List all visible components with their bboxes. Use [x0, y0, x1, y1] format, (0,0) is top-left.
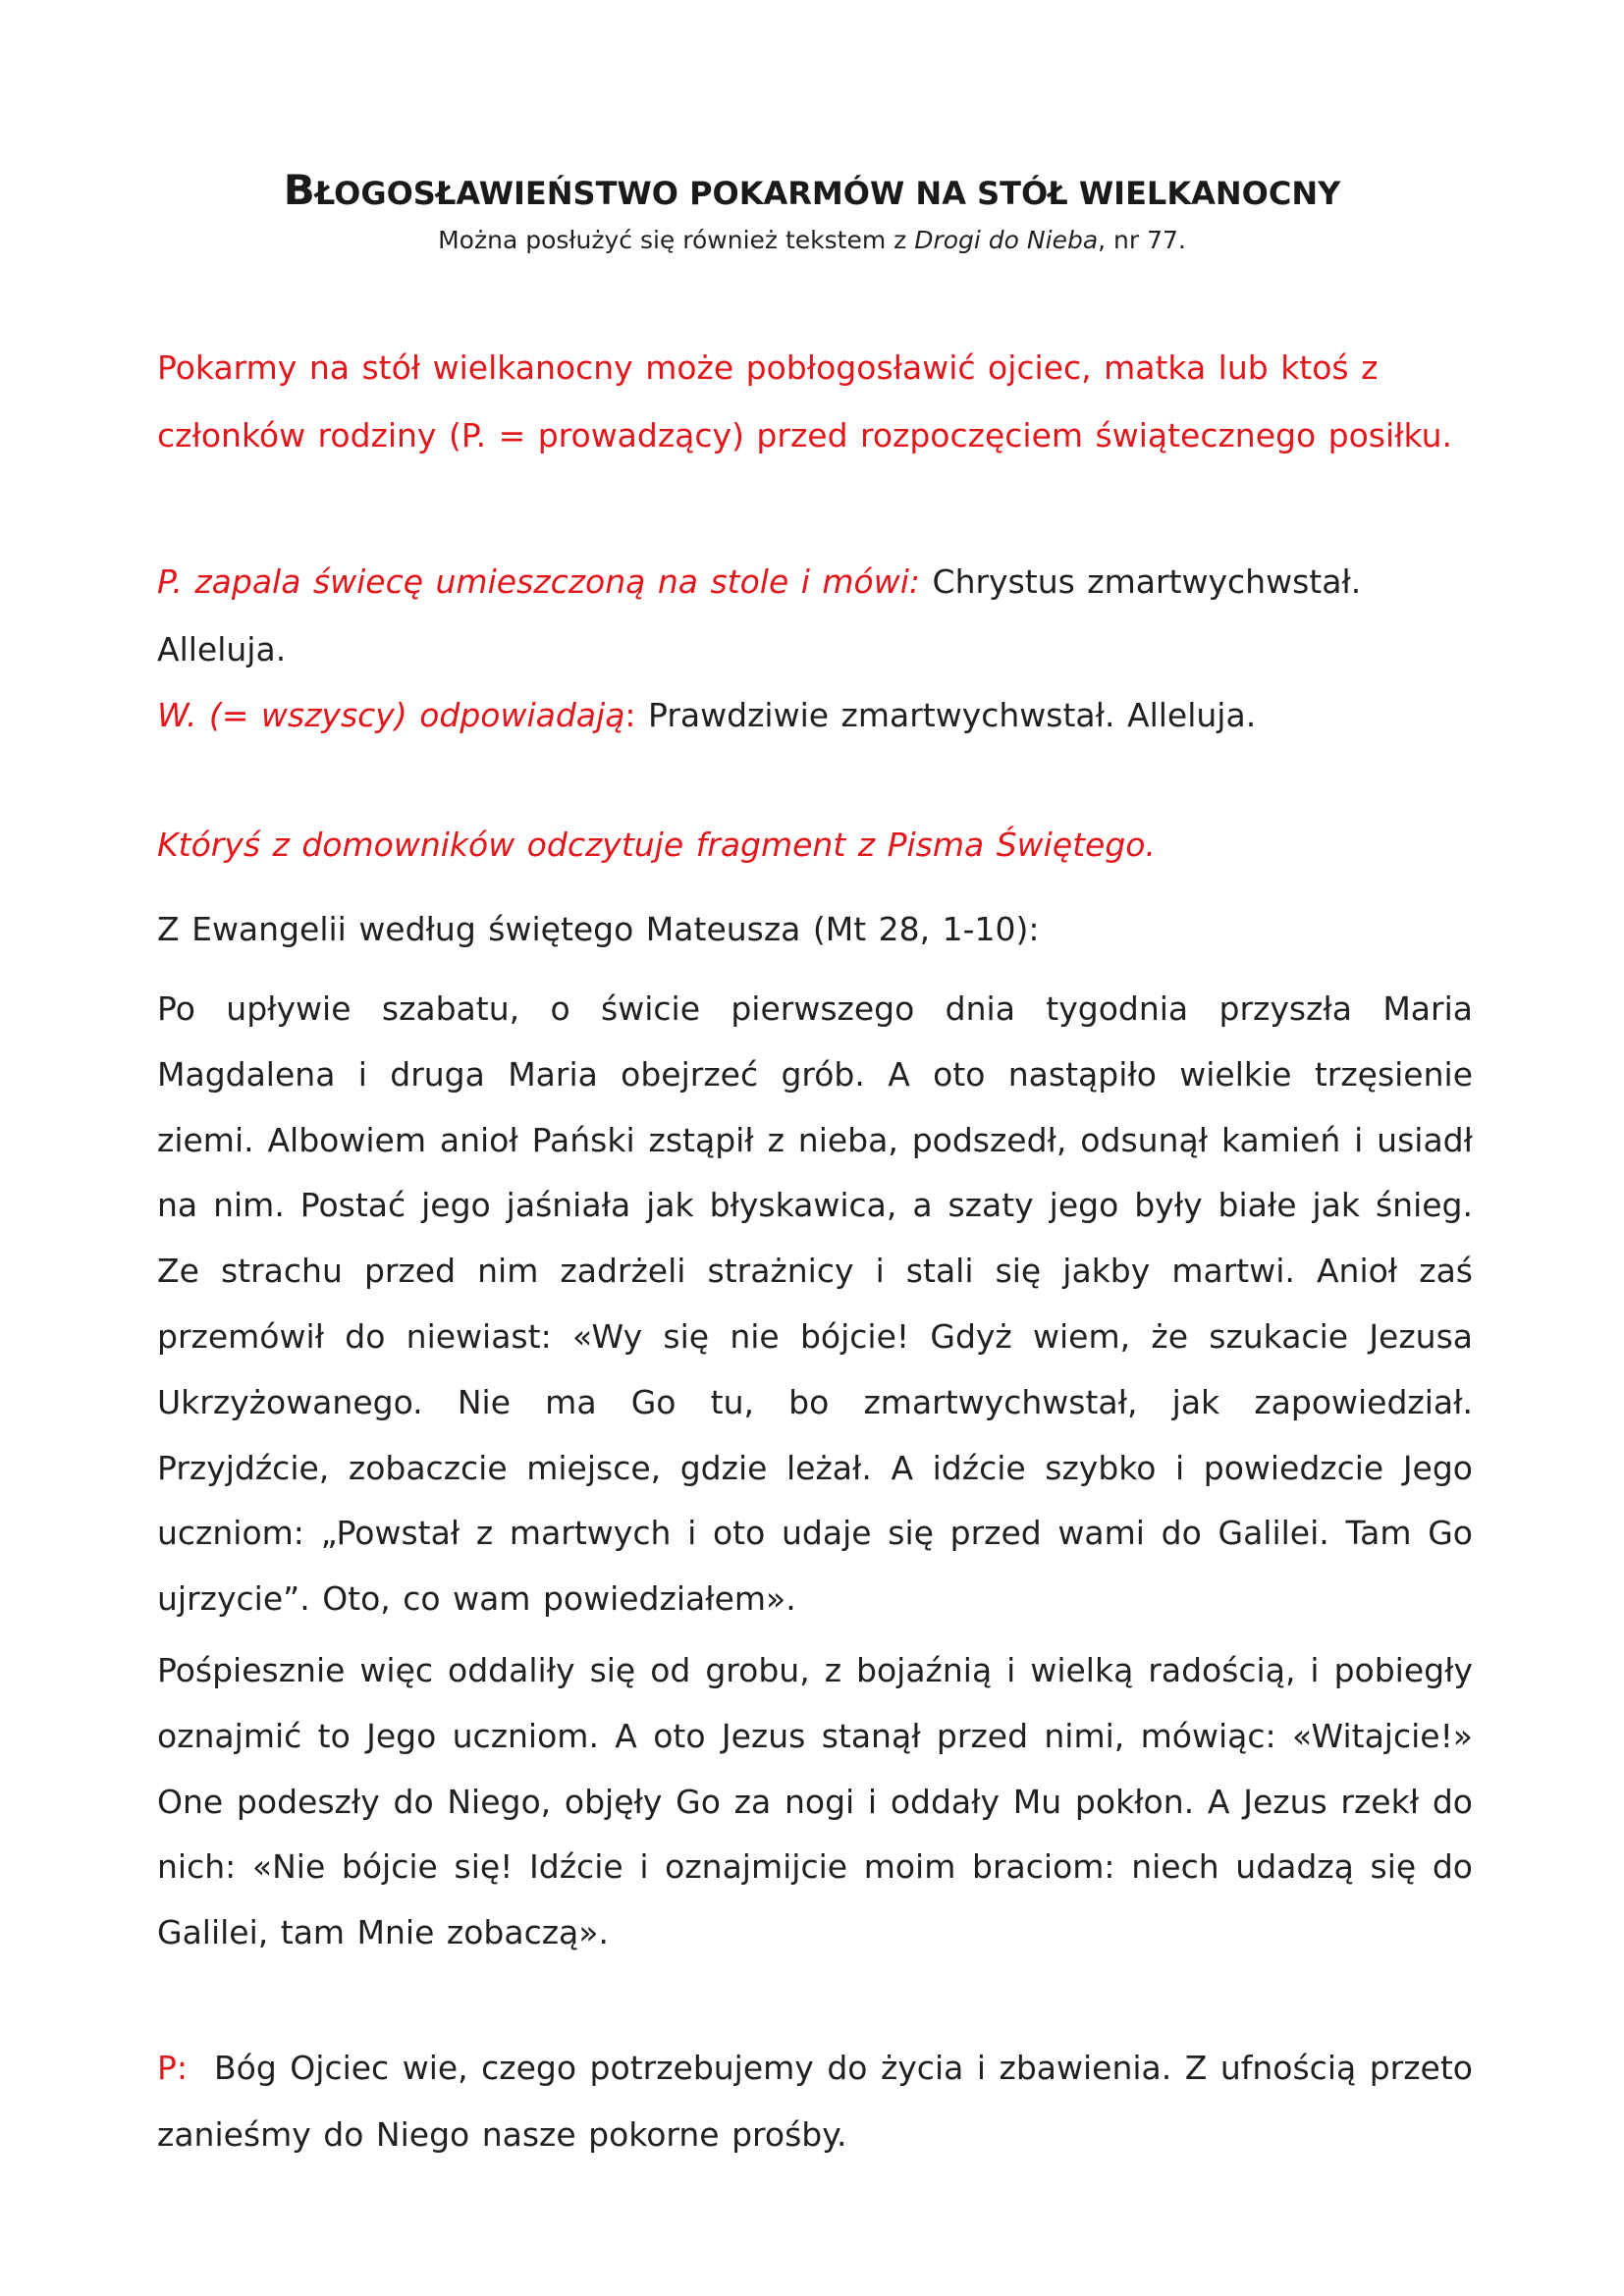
gospel-paragraph-1: Po upływie szabatu, o świcie pierwszego dnia tygodnia przyszła Maria Magdalena i druga Maria obejrzeć grób. A oto nastąpiło wielkie trzęsienie ziemi. Albowiem anioł Pański zstąpił z nieba, podszedł, odsunął kamień i usiadł na nim. Postać jego jaśniała jak błyskawica, a szaty jego były białe jak śnieg. Ze strachu przed nim zadrżeli strażnicy i stali się jakby martwi. Anioł zaś przemówił do niewiast: «Wy się nie bójcie! Gdyż wiem, że szukacie Jezusa Ukrzyżowanego. Nie ma Go tu, bo zmartwychwstał, jak zapowiedział. Przyjdźcie, zobaczcie miejsce, gdzie leżał. A idźcie szybko i powiedzcie Jego uczniom: „Powstał z martwych i oto udaje się przed wami do Galilei. Tam Go ujrzycie”. Oto, co wam powiedziałem». [157, 989, 1473, 1619]
reading-rubric: Któryś z domowników odczytuje fragment z Pisma Świętego. [157, 826, 1156, 864]
response [157, 681, 1473, 749]
response-text: Prawdziwie zmartwychwstał. Alleluja. [635, 696, 1257, 734]
greeting-rubric: P. zapala świecę umieszczoną na stole i mówi: [157, 562, 921, 601]
page-subtitle [0, 225, 1624, 256]
title-initial: B [283, 166, 315, 214]
subtitle-suffix: , nr 77. [1098, 226, 1186, 254]
subtitle-book-title: Drogi do Nieba [914, 226, 1099, 254]
prayer-intention [157, 2035, 1473, 2168]
title-smallcaps: ŁOGOSŁAWIEŃSTWO POKARMÓW NA STÓŁ WIELKANOCNY [314, 175, 1341, 212]
prayer-text: Bóg Ojciec wie, czego potrzebujemy do życia i zbawienia. Z ufnością przeto zanieśmy do Niego nasze pokorne prośby. [157, 2049, 1473, 2154]
response-colon: : [624, 696, 636, 734]
greeting [157, 548, 1453, 683]
title-block [0, 165, 1624, 256]
response-rubric: W. (= wszyscy) odpowiadają [157, 696, 625, 734]
gospel-reference: Z Ewangelii według świętego Mateusza (Mt 28, 1-10): [157, 910, 1040, 948]
intro-rubric: Pokarmy na stół wielkanocny może pobłogosławić ojciec, matka lub ktoś z członków rodziny (P. = prowadzący) przed rozpoczęciem świątecznego posiłku. [157, 348, 1453, 454]
prayer-label: P: [157, 2049, 189, 2087]
subtitle-text: Można posłużyć się również tekstem z [438, 226, 915, 254]
page-title [0, 165, 1624, 219]
greeting-text: Chrystus zmartwychwstał. Alleluja. [157, 562, 1362, 668]
gospel-paragraph-2: Pośpiesznie więc oddaliły się od grobu, z bojaźnią i wielką radością, i pobiegły oznajmić to Jego uczniom. A oto Jezus stanął przed nimi, mówiąc: «Witajcie!» One podeszły do Niego, objęły Go za nogi i oddały Mu pokłon. A Jezus rzekł do nich: «Nie bójcie się! Idźcie i oznajmijcie moim braciom: niech udadzą się do Galilei, tam Mnie zobaczą». [157, 1651, 1473, 1952]
